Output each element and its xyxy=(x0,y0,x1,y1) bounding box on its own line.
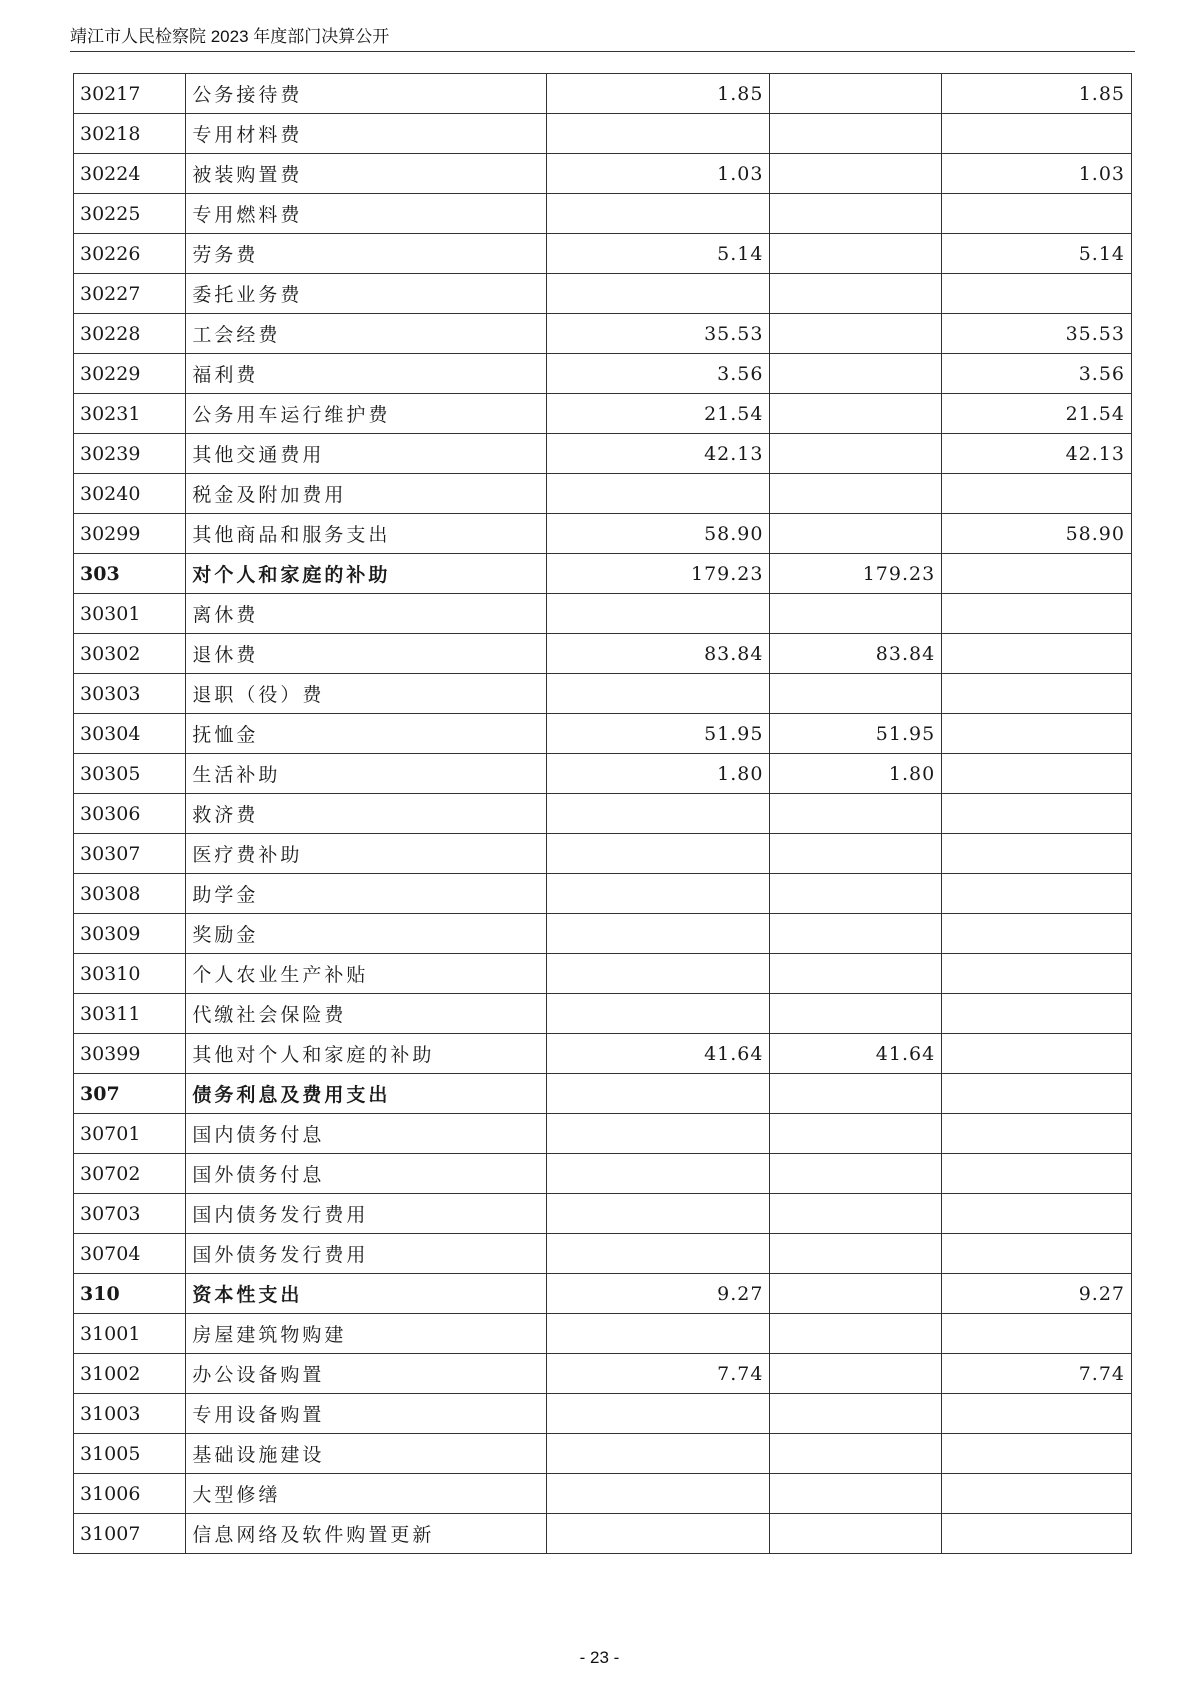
total-cell xyxy=(546,1314,770,1354)
table-row xyxy=(74,1314,1132,1354)
name-cell: 离休费 xyxy=(186,594,546,634)
basic-expenditure-cell xyxy=(770,1434,942,1474)
code-cell: 30304 xyxy=(74,714,186,754)
code-cell: 30303 xyxy=(74,674,186,714)
table-row xyxy=(74,1034,1132,1074)
code-cell: 30299 xyxy=(74,514,186,554)
basic-expenditure-cell xyxy=(770,1474,942,1514)
header-divider xyxy=(70,51,1135,52)
project-expenditure-cell xyxy=(942,754,1132,794)
basic-expenditure-cell xyxy=(770,954,942,994)
project-expenditure-cell xyxy=(942,1394,1132,1434)
name-cell: 救济费 xyxy=(186,794,546,834)
total-cell: 179.23 xyxy=(546,554,770,594)
name-cell: 专用燃料费 xyxy=(186,194,546,234)
total-cell xyxy=(546,1514,770,1554)
name-cell: 大型修缮 xyxy=(186,1474,546,1514)
basic-expenditure-cell: 51.95 xyxy=(770,714,942,754)
name-cell: 公务接待费 xyxy=(186,74,546,114)
code-cell: 30307 xyxy=(74,834,186,874)
table-row xyxy=(74,794,1132,834)
total-cell: 7.74 xyxy=(546,1354,770,1394)
total-cell: 1.03 xyxy=(546,154,770,194)
project-expenditure-cell: 58.90 xyxy=(942,514,1132,554)
total-cell: 9.27 xyxy=(546,1274,770,1314)
total-cell: 51.95 xyxy=(546,714,770,754)
name-cell: 福利费 xyxy=(186,354,546,394)
code-cell: 310 xyxy=(74,1274,186,1314)
name-cell: 信息网络及软件购置更新 xyxy=(186,1514,546,1554)
project-expenditure-cell: 7.74 xyxy=(942,1354,1132,1394)
code-cell: 30240 xyxy=(74,474,186,514)
project-expenditure-cell: 21.54 xyxy=(942,394,1132,434)
basic-expenditure-cell xyxy=(770,474,942,514)
project-expenditure-cell: 35.53 xyxy=(942,314,1132,354)
code-cell: 303 xyxy=(74,554,186,594)
table-row xyxy=(74,74,1132,114)
code-cell: 30701 xyxy=(74,1114,186,1154)
basic-expenditure-cell xyxy=(770,594,942,634)
code-cell: 30224 xyxy=(74,154,186,194)
basic-expenditure-cell xyxy=(770,994,942,1034)
name-cell: 专用材料费 xyxy=(186,114,546,154)
total-cell: 1.85 xyxy=(546,74,770,114)
name-cell: 税金及附加费用 xyxy=(186,474,546,514)
project-expenditure-cell xyxy=(942,274,1132,314)
code-cell: 31007 xyxy=(74,1514,186,1554)
project-expenditure-cell xyxy=(942,714,1132,754)
code-cell: 31005 xyxy=(74,1434,186,1474)
name-cell: 房屋建筑物购建 xyxy=(186,1314,546,1354)
basic-expenditure-cell xyxy=(770,1114,942,1154)
project-expenditure-cell xyxy=(942,1314,1132,1354)
name-cell: 代缴社会保险费 xyxy=(186,994,546,1034)
code-cell: 30302 xyxy=(74,634,186,674)
basic-expenditure-cell xyxy=(770,914,942,954)
name-cell: 其他对个人和家庭的补助 xyxy=(186,1034,546,1074)
project-expenditure-cell xyxy=(942,114,1132,154)
table-row xyxy=(74,1194,1132,1234)
code-cell: 31001 xyxy=(74,1314,186,1354)
code-cell: 30229 xyxy=(74,354,186,394)
code-cell: 30399 xyxy=(74,1034,186,1074)
code-cell: 30309 xyxy=(74,914,186,954)
project-expenditure-cell: 3.56 xyxy=(942,354,1132,394)
name-cell: 资本性支出 xyxy=(186,1274,546,1314)
basic-expenditure-cell: 83.84 xyxy=(770,634,942,674)
table-row xyxy=(74,714,1132,754)
name-cell: 助学金 xyxy=(186,874,546,914)
basic-expenditure-cell xyxy=(770,234,942,274)
total-cell: 41.64 xyxy=(546,1034,770,1074)
code-cell: 30306 xyxy=(74,794,186,834)
code-cell: 30305 xyxy=(74,754,186,794)
basic-expenditure-cell xyxy=(770,314,942,354)
total-cell xyxy=(546,834,770,874)
name-cell: 国外债务付息 xyxy=(186,1154,546,1194)
basic-expenditure-cell xyxy=(770,674,942,714)
code-cell: 30308 xyxy=(74,874,186,914)
table-row xyxy=(74,1394,1132,1434)
total-cell: 42.13 xyxy=(546,434,770,474)
table-row xyxy=(74,274,1132,314)
total-cell: 5.14 xyxy=(546,234,770,274)
name-cell: 国内债务付息 xyxy=(186,1114,546,1154)
code-cell: 30704 xyxy=(74,1234,186,1274)
table-row xyxy=(74,354,1132,394)
table-row xyxy=(74,994,1132,1034)
total-cell xyxy=(546,274,770,314)
basic-expenditure-cell xyxy=(770,74,942,114)
project-expenditure-cell: 1.03 xyxy=(942,154,1132,194)
basic-expenditure-cell: 179.23 xyxy=(770,554,942,594)
name-cell: 医疗费补助 xyxy=(186,834,546,874)
total-cell xyxy=(546,954,770,994)
name-cell: 其他交通费用 xyxy=(186,434,546,474)
total-cell xyxy=(546,1154,770,1194)
code-cell: 30301 xyxy=(74,594,186,634)
code-cell: 30310 xyxy=(74,954,186,994)
total-cell xyxy=(546,914,770,954)
name-cell: 债务利息及费用支出 xyxy=(186,1074,546,1114)
page-header-title: 靖江市人民检察院 2023 年度部门决算公开 xyxy=(70,27,390,46)
project-expenditure-cell xyxy=(942,874,1132,914)
project-expenditure-cell xyxy=(942,594,1132,634)
table-row xyxy=(74,834,1132,874)
basic-expenditure-cell xyxy=(770,1314,942,1354)
table-body xyxy=(74,74,1132,1554)
project-expenditure-cell xyxy=(942,634,1132,674)
code-cell: 30218 xyxy=(74,114,186,154)
table-row xyxy=(74,1474,1132,1514)
name-cell: 办公设备购置 xyxy=(186,1354,546,1394)
total-cell xyxy=(546,1234,770,1274)
total-cell: 83.84 xyxy=(546,634,770,674)
table-row xyxy=(74,634,1132,674)
code-cell: 30702 xyxy=(74,1154,186,1194)
name-cell: 基础设施建设 xyxy=(186,1434,546,1474)
code-cell: 30228 xyxy=(74,314,186,354)
code-cell: 30703 xyxy=(74,1194,186,1234)
table-row xyxy=(74,1114,1132,1154)
basic-expenditure-cell xyxy=(770,1354,942,1394)
name-cell: 退休费 xyxy=(186,634,546,674)
total-cell xyxy=(546,994,770,1034)
name-cell: 委托业务费 xyxy=(186,274,546,314)
name-cell: 其他商品和服务支出 xyxy=(186,514,546,554)
project-expenditure-cell: 42.13 xyxy=(942,434,1132,474)
total-cell xyxy=(546,594,770,634)
name-cell: 退职（役）费 xyxy=(186,674,546,714)
code-cell: 307 xyxy=(74,1074,186,1114)
basic-expenditure-cell xyxy=(770,434,942,474)
project-expenditure-cell xyxy=(942,1034,1132,1074)
table-row xyxy=(74,434,1132,474)
project-expenditure-cell xyxy=(942,1154,1132,1194)
total-cell xyxy=(546,874,770,914)
table-row xyxy=(74,314,1132,354)
project-expenditure-cell xyxy=(942,1114,1132,1154)
project-expenditure-cell xyxy=(942,1434,1132,1474)
project-expenditure-cell: 5.14 xyxy=(942,234,1132,274)
project-expenditure-cell xyxy=(942,194,1132,234)
name-cell: 国内债务发行费用 xyxy=(186,1194,546,1234)
name-cell: 专用设备购置 xyxy=(186,1394,546,1434)
table-row xyxy=(74,1354,1132,1394)
total-cell xyxy=(546,1434,770,1474)
basic-expenditure-cell xyxy=(770,1154,942,1194)
code-cell: 31002 xyxy=(74,1354,186,1394)
table-row xyxy=(74,194,1132,234)
name-cell: 生活补助 xyxy=(186,754,546,794)
project-expenditure-cell xyxy=(942,1074,1132,1114)
basic-expenditure-cell xyxy=(770,1234,942,1274)
total-cell xyxy=(546,194,770,234)
basic-expenditure-cell xyxy=(770,874,942,914)
table-row xyxy=(74,914,1132,954)
basic-expenditure-cell xyxy=(770,274,942,314)
project-expenditure-cell xyxy=(942,794,1132,834)
category-row xyxy=(74,1274,1132,1314)
basic-expenditure-cell xyxy=(770,154,942,194)
table-row xyxy=(74,114,1132,154)
project-expenditure-cell: 1.85 xyxy=(942,74,1132,114)
project-expenditure-cell xyxy=(942,1234,1132,1274)
table-row xyxy=(74,394,1132,434)
code-cell: 30239 xyxy=(74,434,186,474)
expenditure-table xyxy=(73,73,1132,1554)
page-number: - 23 - xyxy=(579,1648,620,1667)
project-expenditure-cell xyxy=(942,1514,1132,1554)
table-row xyxy=(74,594,1132,634)
total-cell xyxy=(546,674,770,714)
table-row xyxy=(74,1154,1132,1194)
project-expenditure-cell xyxy=(942,1474,1132,1514)
total-cell xyxy=(546,794,770,834)
table-row xyxy=(74,754,1132,794)
project-expenditure-cell xyxy=(942,954,1132,994)
code-cell: 31003 xyxy=(74,1394,186,1434)
code-cell: 30225 xyxy=(74,194,186,234)
name-cell: 工会经费 xyxy=(186,314,546,354)
table-row xyxy=(74,234,1132,274)
total-cell xyxy=(546,1194,770,1234)
table-row xyxy=(74,874,1132,914)
project-expenditure-cell xyxy=(942,834,1132,874)
basic-expenditure-cell xyxy=(770,1274,942,1314)
basic-expenditure-cell: 41.64 xyxy=(770,1034,942,1074)
total-cell: 35.53 xyxy=(546,314,770,354)
project-expenditure-cell xyxy=(942,474,1132,514)
basic-expenditure-cell xyxy=(770,114,942,154)
table-row xyxy=(74,474,1132,514)
name-cell: 个人农业生产补贴 xyxy=(186,954,546,994)
basic-expenditure-cell xyxy=(770,794,942,834)
code-cell: 30226 xyxy=(74,234,186,274)
table-row xyxy=(74,514,1132,554)
total-cell xyxy=(546,1394,770,1434)
basic-expenditure-cell xyxy=(770,834,942,874)
total-cell xyxy=(546,1074,770,1114)
total-cell: 21.54 xyxy=(546,394,770,434)
name-cell: 奖励金 xyxy=(186,914,546,954)
name-cell: 劳务费 xyxy=(186,234,546,274)
table-row xyxy=(74,1234,1132,1274)
name-cell: 抚恤金 xyxy=(186,714,546,754)
category-row xyxy=(74,554,1132,594)
basic-expenditure-cell xyxy=(770,514,942,554)
project-expenditure-cell xyxy=(942,914,1132,954)
total-cell: 58.90 xyxy=(546,514,770,554)
basic-expenditure-cell xyxy=(770,194,942,234)
basic-expenditure-cell xyxy=(770,394,942,434)
basic-expenditure-cell xyxy=(770,1394,942,1434)
total-cell xyxy=(546,1474,770,1514)
basic-expenditure-cell xyxy=(770,1074,942,1114)
total-cell: 1.80 xyxy=(546,754,770,794)
basic-expenditure-cell xyxy=(770,1194,942,1234)
name-cell: 对个人和家庭的补助 xyxy=(186,554,546,594)
table-row xyxy=(74,1514,1132,1554)
project-expenditure-cell xyxy=(942,1194,1132,1234)
name-cell: 被装购置费 xyxy=(186,154,546,194)
category-row xyxy=(74,1074,1132,1114)
code-cell: 30231 xyxy=(74,394,186,434)
basic-expenditure-cell xyxy=(770,354,942,394)
project-expenditure-cell xyxy=(942,674,1132,714)
project-expenditure-cell: 9.27 xyxy=(942,1274,1132,1314)
table-row xyxy=(74,954,1132,994)
code-cell: 30311 xyxy=(74,994,186,1034)
basic-expenditure-cell xyxy=(770,1514,942,1554)
code-cell: 31006 xyxy=(74,1474,186,1514)
code-cell: 30217 xyxy=(74,74,186,114)
total-cell xyxy=(546,474,770,514)
name-cell: 公务用车运行维护费 xyxy=(186,394,546,434)
total-cell xyxy=(546,1114,770,1154)
basic-expenditure-cell: 1.80 xyxy=(770,754,942,794)
table-row xyxy=(74,1434,1132,1474)
table-row xyxy=(74,154,1132,194)
total-cell xyxy=(546,114,770,154)
name-cell: 国外债务发行费用 xyxy=(186,1234,546,1274)
project-expenditure-cell xyxy=(942,994,1132,1034)
table-row xyxy=(74,674,1132,714)
total-cell: 3.56 xyxy=(546,354,770,394)
code-cell: 30227 xyxy=(74,274,186,314)
project-expenditure-cell xyxy=(942,554,1132,594)
